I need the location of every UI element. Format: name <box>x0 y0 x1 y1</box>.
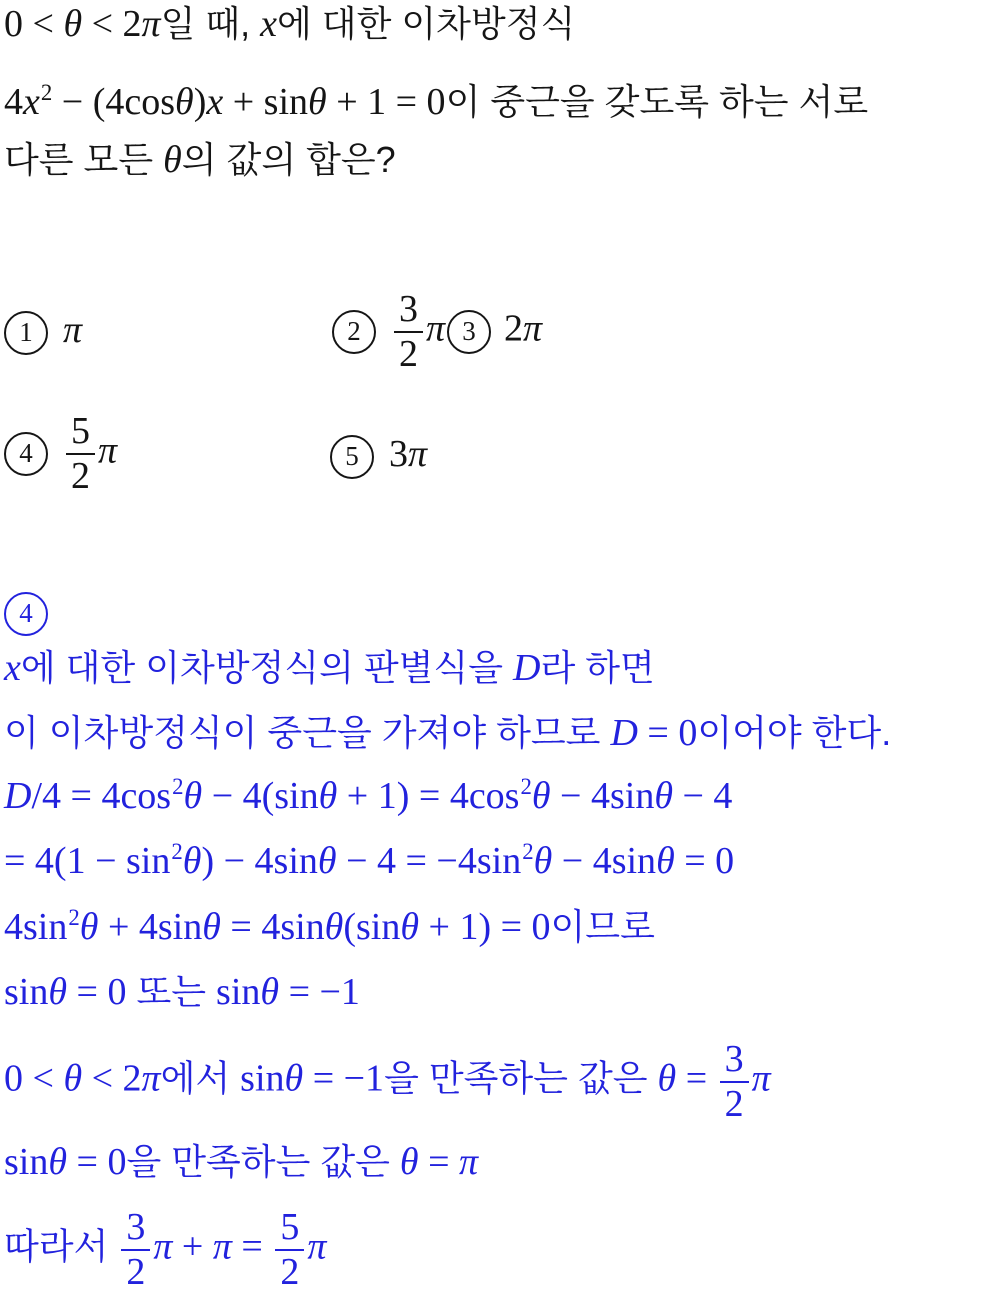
math-var-theta: θ <box>317 840 337 883</box>
math-run: − 4 = −4sin <box>336 840 522 883</box>
math-var-theta: θ <box>260 971 280 1013</box>
math-run: 4sin <box>4 906 68 949</box>
math-var-x: x <box>206 81 224 124</box>
math-run: − (4cos <box>52 81 176 124</box>
math-var-pi: π <box>141 3 161 45</box>
option-4 <box>4 412 117 496</box>
math-run: = 4sin <box>220 906 325 949</box>
math-run: + <box>172 1225 213 1268</box>
math-run: + 1) = 0 <box>419 906 551 949</box>
fraction <box>394 290 423 374</box>
math-var-theta: θ <box>284 1057 304 1100</box>
korean-run: 이 이차방정식이 중근을 가져야 하므로 <box>4 712 611 753</box>
math-var-theta: θ <box>654 775 673 818</box>
solution-line-6 <box>4 970 360 1015</box>
math-run: sin <box>216 971 261 1013</box>
math-var-pi: π <box>426 307 446 350</box>
fraction <box>121 1208 150 1292</box>
fraction-denominator: 2 <box>394 331 423 374</box>
solution-line-3 <box>4 774 732 819</box>
math-var-pi: π <box>459 1141 479 1183</box>
fraction-denominator: 2 <box>720 1081 749 1124</box>
korean-run: 에서 <box>160 1057 241 1099</box>
fraction-denominator: 2 <box>66 453 95 496</box>
answer-line <box>4 589 63 636</box>
math-run: 3 <box>389 433 408 475</box>
fraction-numerator: 3 <box>724 1038 744 1080</box>
math-var-D: D <box>610 712 638 754</box>
fraction <box>720 1040 749 1124</box>
math-run: − 4sin <box>552 840 657 883</box>
math-var-pi: π <box>98 429 118 472</box>
math-var-theta: θ <box>531 775 551 818</box>
korean-run: 따라서 <box>4 1225 119 1267</box>
korean-run: 이므로 <box>550 906 655 948</box>
math-var-theta: θ <box>175 81 194 124</box>
math-var-pi: π <box>63 309 83 351</box>
korean-run: 을 만족하는 값은 <box>384 1057 658 1099</box>
math-run: ) − 4sin <box>201 840 318 883</box>
math-run: = 0 <box>637 712 698 754</box>
math-var-theta: θ <box>48 971 68 1013</box>
math-run: = 4(1 − sin <box>4 840 171 883</box>
math-run: ) <box>193 81 207 124</box>
math-run: sin <box>240 1057 285 1100</box>
fraction <box>275 1208 304 1292</box>
math-run: sin <box>4 971 49 1013</box>
solution-line-4 <box>4 839 734 884</box>
math-run: + 1 = 0 <box>326 81 446 124</box>
answer-circle: 4 <box>4 592 48 636</box>
korean-run: 다른 모든 <box>4 139 164 180</box>
math-var-theta: θ <box>163 139 182 181</box>
korean-run: 이 중근을 갖도록 하는 서로 <box>445 81 869 123</box>
solution-line-8 <box>4 1140 478 1185</box>
fraction-numerator: 5 <box>71 410 90 452</box>
math-run: − 4(sin <box>202 775 319 818</box>
math-superscript: 2 <box>172 774 184 799</box>
math-var-theta: θ <box>182 840 202 883</box>
math-var-theta: θ <box>308 81 327 124</box>
math-var-theta: θ <box>202 906 221 949</box>
math-superscript: 2 <box>68 905 80 930</box>
option-3-circle: 3 <box>447 310 491 354</box>
korean-run: 에 대한 이차방정식의 판별식을 <box>20 647 513 688</box>
math-run: (sin <box>343 906 401 949</box>
math-run: = 0 <box>67 1141 127 1183</box>
solution-line-9 <box>4 1208 326 1292</box>
option-1-circle: 1 <box>4 311 48 355</box>
korean-run: 에 대한 이차방정식 <box>277 3 576 44</box>
math-var-theta: θ <box>63 1057 83 1100</box>
option-5-circle: 5 <box>330 435 374 479</box>
option-5 <box>330 432 427 479</box>
math-run: 0 < <box>4 1057 64 1100</box>
korean-run: 이어야 한다. <box>697 712 892 753</box>
math-var-pi: π <box>751 1057 771 1100</box>
math-var-pi: π <box>523 307 543 350</box>
korean-run: 의 값의 합은? <box>181 139 396 180</box>
problem-line-1 <box>4 2 575 47</box>
math-var-theta: θ <box>657 1057 677 1100</box>
math-run: /4 = 4cos <box>31 775 172 818</box>
solution-line-2 <box>4 711 891 756</box>
math-superscript: 2 <box>171 839 183 864</box>
solution-line-7 <box>4 1040 771 1124</box>
math-run: + 4sin <box>98 906 203 949</box>
math-var-pi: π <box>408 433 428 475</box>
math-var-theta: θ <box>63 3 83 45</box>
problem-line-3 <box>4 138 396 183</box>
math-run: + 1) = 4cos <box>337 775 520 818</box>
option-1 <box>4 308 82 355</box>
math-run: < 2 <box>82 1057 142 1100</box>
math-var-theta: θ <box>318 775 338 818</box>
math-run: = <box>676 1057 717 1100</box>
math-var-D: D <box>4 775 32 818</box>
math-var-theta: θ <box>324 906 344 949</box>
korean-run: 일 때, <box>160 3 261 44</box>
math-run: − 4sin <box>550 775 655 818</box>
math-run: sin <box>4 1141 49 1183</box>
math-var-pi: π <box>153 1225 173 1268</box>
math-run: = −1 <box>303 1057 385 1100</box>
math-run: = −1 <box>279 971 360 1013</box>
option-2-and-3 <box>332 290 542 374</box>
math-var-theta: θ <box>533 840 553 883</box>
option-2-circle: 2 <box>332 310 376 354</box>
korean-run: 라 하면 <box>540 647 655 688</box>
math-run: 2 <box>504 307 524 350</box>
math-var-x: x <box>260 3 278 45</box>
math-run: + sin <box>223 81 309 124</box>
math-var-pi: π <box>141 1057 161 1100</box>
solution-line-5 <box>4 905 655 950</box>
solution-line-1 <box>4 646 655 691</box>
math-var-theta: θ <box>79 906 99 949</box>
math-run: 4 <box>4 81 23 124</box>
math-run: = <box>231 1225 273 1268</box>
math-run: − 4 <box>673 775 733 818</box>
math-superscript: 2 <box>522 839 534 864</box>
math-var-D: D <box>512 647 541 689</box>
math-run: 0 < <box>4 3 64 45</box>
math-run: = 0 <box>67 971 127 1013</box>
math-var-x: x <box>23 81 40 124</box>
math-run: = <box>418 1141 460 1183</box>
fraction-numerator: 3 <box>126 1206 146 1248</box>
korean-run: 을 만족하는 값은 <box>126 1141 400 1182</box>
problem-line-2 <box>4 80 868 125</box>
option-4-circle: 4 <box>4 432 48 476</box>
fraction-denominator: 2 <box>275 1249 304 1292</box>
math-var-theta: θ <box>48 1141 68 1183</box>
fraction-numerator: 3 <box>399 288 418 330</box>
fraction-denominator: 2 <box>121 1249 150 1292</box>
math-var-theta: θ <box>656 840 675 883</box>
fraction-numerator: 5 <box>280 1206 300 1248</box>
math-run: = 0 <box>674 840 735 883</box>
math-var-pi: π <box>307 1225 327 1268</box>
math-run: < 2 <box>82 3 142 45</box>
math-var-theta: θ <box>183 775 203 818</box>
math-superscript: 2 <box>40 80 53 105</box>
math-superscript: 2 <box>520 774 532 799</box>
math-var-pi: π <box>212 1225 232 1268</box>
math-var-x: x <box>4 647 21 689</box>
math-var-theta: θ <box>400 906 420 949</box>
korean-run: 또는 <box>126 971 217 1012</box>
math-var-theta: θ <box>399 1141 419 1183</box>
fraction <box>66 412 95 496</box>
